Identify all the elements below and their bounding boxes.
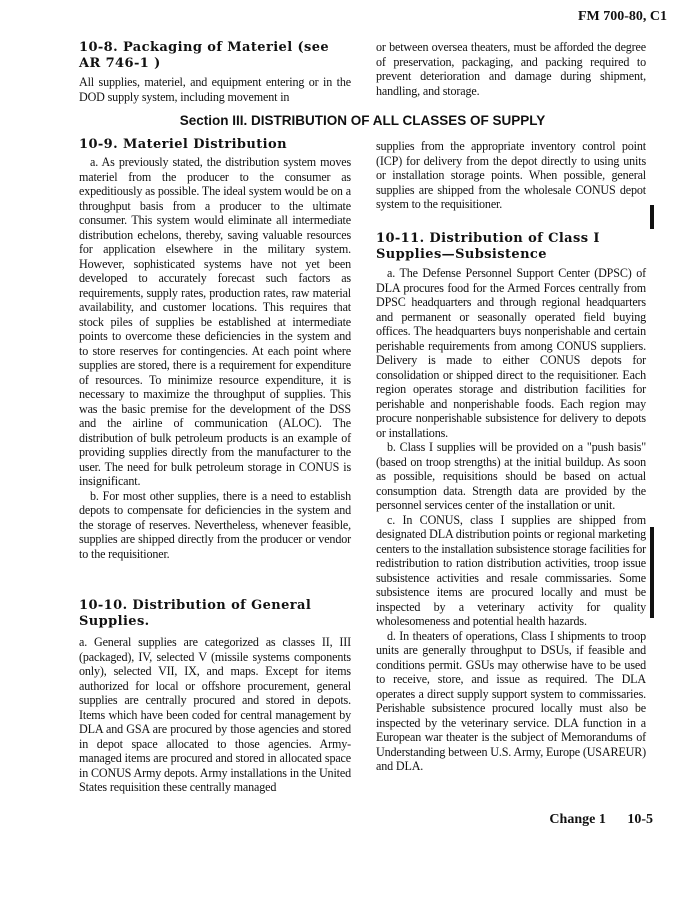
section-10-10 — [79, 598, 351, 795]
heading-10-8: 10-8. Packaging of Materiel (see AR 746-1 ) — [79, 40, 330, 71]
para-10-9-b: b. For most other supplies, there is a need to establish depots to compensate for deficiencies in the system and the storage of reserves. Nevertheless, whenever feasible, supplies are shipped directly from the producer or vendor to the requisitioner. — [79, 488, 351, 561]
change-bar — [650, 205, 654, 229]
heading-10-9: 10-9. Materiel Distribution — [79, 137, 287, 152]
document-id-header: FM 700-80, C1 — [577, 9, 667, 24]
section-10-8-left — [79, 40, 351, 104]
para-10-9-a: a. As previously stated, the distribution system moves materiel from the producer to the consumer as expeditiously as possible. The ideal system would be on a throughput basis from a producer to the ultimate consumer. This system would eliminate all intermediate distribution echelons, thereby, saving valuable resources for application elsewhere in the military system. However, sophisticated systems have not yet been developed to accurately forecast such factors as requirements, supply rates, production rates, raw material availability, and customer locations. This requires that stock piles of supplies be established at intermediate points to overcome these deficiencies in the system and to store reserves for contingencies. At each point where supplies are stored, there is a requirement for expenditure of resources. To minimize resource expenditure, it is necessary to maximize the throughput of supplies. This was the basic premise for the development of the DSS and the airline of communication (ALOC). The distribution of bulk petroleum products is an example of providing supplies directly from the manufacturer to the user. The need for bulk petroleum storage in CONUS is insignificant. — [79, 155, 351, 488]
change-bar — [650, 527, 654, 618]
para-10-8-cont: or between oversea theaters, must be afforded the degree of preservation, packaging, and packing required to prevent deterioration and damage during shipment, handling, and storage. — [376, 40, 646, 98]
section-10-8-right — [376, 40, 646, 98]
section-iii-title: Section III. DISTRIBUTION OF ALL CLASSES OF SUPPLY — [179, 113, 546, 128]
heading-10-11: 10-11. Distribution of Class I Supplies—Subsistence — [376, 231, 600, 262]
para-10-8-start: All supplies, materiel, and equipment entering or in the DOD supply system, including movement in — [79, 75, 351, 104]
para-10-11-b: b. Class I supplies will be provided on a "push basis" (based on troop strengths) at the initial buildup. As soon as possible, requisitions should be based on actual consumption data. Strength data are provided by the personnel services center of the installation or unit. — [376, 440, 646, 512]
page-number: 10-5 — [627, 812, 653, 827]
section-10-10-cont — [376, 139, 646, 212]
section-10-9 — [79, 137, 351, 561]
para-10-10-cont: supplies from the appropriate inventory control point (ICP) for delivery from the depot directly to using units or installation storage points. When possible, general supplies are shipped from the wholesale CONUS depot system to the requisitioner. — [376, 139, 646, 211]
page-footer — [549, 812, 653, 828]
para-10-11-a: a. The Defense Personnel Support Center (DPSC) of DLA procures food for the Armed Forces centrally from DPSC headquarters and through regional headquarters and permanent or seasonally operated field buying offices. The headquarters buys nonperishable and certain perishable requirements from among CONUS suppliers. Delivery is made to either CONUS depots for consolidation or shipped direct to the requisitioner. Each region operates storage and distribution facilities for perishable and nonperishable foods. Each region may procure nonperishable subsistence for delivery to depots or installations. — [376, 266, 646, 440]
para-10-11-d: d. In theaters of operations, Class I shipments to troop units are generally throughput to DSUs, if feasible and conditions permit. GSUs may otherwise have to be used to receive, store, and issue as required. The DLA operates a direct supply support system to commissaries. Perishable subsistence procured locally must also be inspected by the veterinary service. DLA function in a European war theater is the subject of Memorandums of Understanding between U.S. Army, Europe (USAREUR) and DLA. — [376, 628, 646, 773]
para-10-11-c: c. In CONUS, class I supplies are shipped from designated DLA distribution points or regional marketing centers to the installation subsistence storage facilities for redistribution to ration distribution activities, troop issue subsistence activities and resale commissaries. Some subsistence items are procured locally and must be inspected by a veterinary activity for quality wholesomeness and potential health hazards. — [376, 512, 646, 628]
heading-10-10: 10-10. Distribution of General Supplies. — [79, 598, 312, 629]
change-label: Change 1 — [549, 812, 606, 827]
section-10-11 — [376, 231, 646, 774]
para-10-10-a: a. General supplies are categorized as classes II, III (packaged), IV, selected V (missile systems components only), selected VII, IX, and maps. Except for items authorized for local or offshore procurement, general supplies are centrally procured and stored in depots. Items which have been coded for central management by DLA and GSA are procured by those agencies and stored in depot space allocated to those agencies. Army-managed items are procured and stored in allocated space in CONUS Army depots. Army installations in the United States requisition these centrally managed — [79, 635, 351, 794]
